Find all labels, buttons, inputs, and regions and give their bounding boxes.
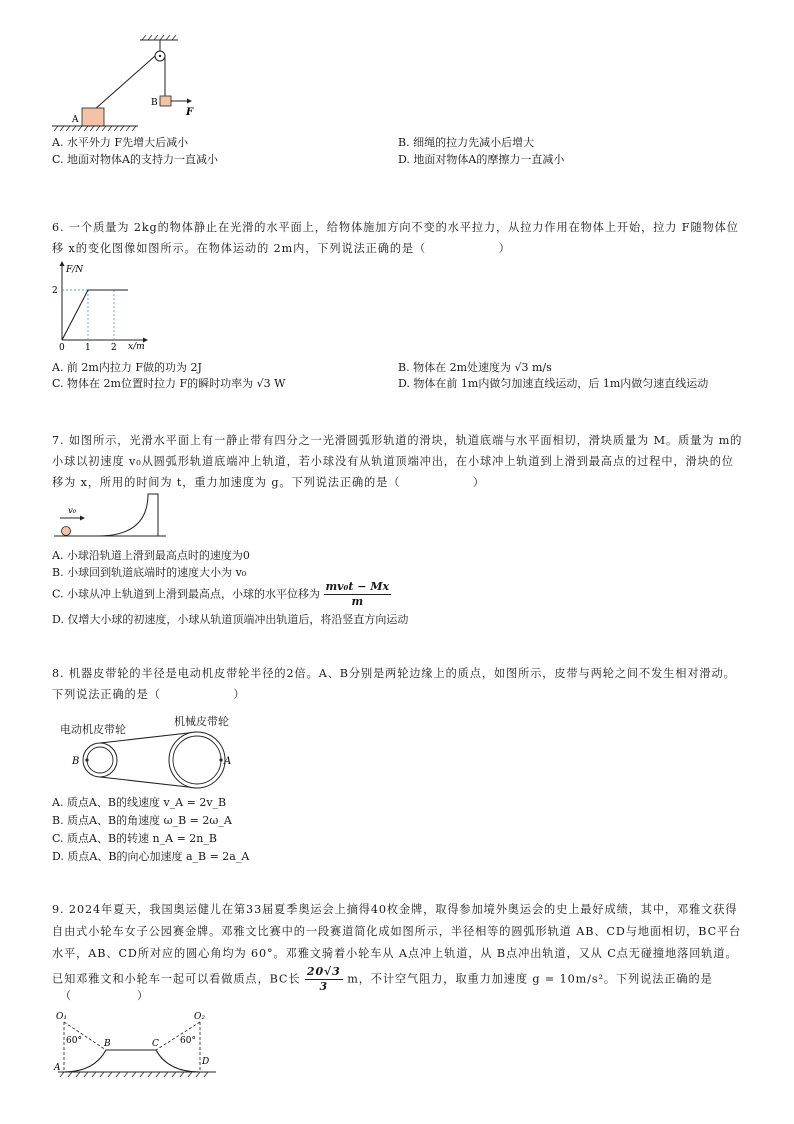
q6-chart-xtick-2: 2 [111, 343, 117, 352]
q8-option-c[interactable]: C. 质点A、B的转速 n_A = 2n_B [52, 832, 217, 845]
q5-label-a: A [72, 115, 79, 125]
q9-bc-denominator: 3 [319, 980, 329, 993]
q6-stem: 6. 一个质量为 2kg的物体静止在光滑的水平面上，给物体施加方向不变的水平拉力，从拉力作用在物体上开始，拉力 F随物体位移 x的变化图像如图所示。在物体运动的 2m内，下列说法正确的是（ ） [52, 221, 739, 255]
q6-chart-xtick-1: 1 [85, 343, 91, 352]
q5-label-b: B [151, 98, 158, 108]
q5-option-c[interactable]: C. 地面对物体A的支持力一直减小 [52, 153, 218, 166]
q8-label-b: B [72, 756, 80, 767]
q7-option-b[interactable]: B. 小球回到轨道底端时的速度大小为 v₀ [52, 566, 247, 579]
q9-label-b: B [104, 1039, 111, 1049]
q9-stem-part1: 9. 2024年夏天，我国奥运健儿在第33届夏季奥运会上摘得40枚金牌，取得参加境外奥运会的史上最好成绩，其中，邓雅文获得自由式小轮车女子公园赛金牌。邓雅文比赛中的一段赛道简化成如图所示，半径相等的圆弧形轨道 AB、CD与地面相切，BC平台水平，AB、CD所对应的圆心角均为 60°。邓雅文骑着小轮车从 A点冲上轨道，从 B点冲出轨道，又从 C点无碰撞地落回轨道。已知邓雅文和小轮车一起可以看做质点，BC长 [52, 903, 742, 986]
q9-label-a: A [54, 1063, 61, 1073]
q5-option-a[interactable]: A. 水平外力 F先增大后减小 [52, 136, 189, 149]
q8-option-a[interactable]: A. 质点A、B的线速度 v_A = 2v_B [52, 796, 227, 809]
q7-option-c[interactable] [52, 580, 391, 614]
q8-option-b[interactable]: B. 质点A、B的角速度 ω_B = 2ω_A [52, 814, 232, 827]
q9-bc-fraction [305, 965, 343, 994]
q6-option-d[interactable]: D. 物体在前 1m内做匀加速直线运动，后 1m内做匀速直线运动 [398, 377, 709, 390]
q6-chart-ytick: 2 [52, 286, 58, 296]
q6-chart-xtick-0: 0 [59, 343, 65, 352]
q9-angle-right: 60° [180, 1036, 196, 1046]
q6-force-displacement-chart [48, 260, 148, 352]
q6-option-a[interactable]: A. 前 2m内拉力 F做的功为 2J [52, 361, 202, 374]
q9-answer-blank: （ ） [60, 989, 148, 1002]
q9-bc-numerator: 20√3 [306, 965, 341, 978]
q6-chart-ylabel: F/N [66, 265, 84, 275]
q5-figure [48, 34, 208, 134]
q7-option-c-fraction [324, 580, 392, 609]
q8-machine-label: 机械皮带轮 [174, 715, 229, 728]
q7-option-c-denominator: m [351, 595, 364, 608]
q5-option-b[interactable]: B. 细绳的拉力先减小后增大 [398, 136, 535, 149]
q7-option-d[interactable]: D. 仅增大小球的初速度，小球从轨道顶端冲出轨道后，将沿竖直方向运动 [52, 613, 409, 626]
q6-option-c[interactable]: C. 物体在 2m位置时拉力 F的瞬时功率为 √3 W [52, 377, 286, 390]
q8-option-d[interactable]: D. 质点A、B的向心加速度 a_B = 2a_A [52, 850, 250, 863]
q8-stem: 8. 机器皮带轮的半径是电动机皮带轮半径的2倍。A、B分别是两轮边缘上的质点，如图所示，皮带与两轮之间不发生相对滑动。下列说法正确的是（ ） [52, 667, 736, 701]
q7-v0-label: v₀ [68, 506, 77, 516]
q9-stem [52, 899, 744, 994]
q7-figure [52, 488, 172, 542]
q8-pulley-figure [64, 730, 244, 792]
q6-chart-xlabel: x/m [128, 342, 145, 352]
q9-label-d: D [202, 1057, 210, 1067]
q9-angle-left: 60° [66, 1036, 82, 1046]
q9-label-o1: O₁ [56, 1012, 67, 1022]
q5-label-f: F [186, 107, 194, 118]
q9-track-figure [50, 1008, 220, 1084]
q7-stem: 7. 如图所示，光滑水平面上有一静止带有四分之一光滑圆弧形轨道的滑块，轨道底端与水平面相切，滑块质量为 M。质量为 m的小球以初速度 v₀从圆弧形轨道底端冲上轨道，若小球没有从轨道顶端冲出，在小球冲上轨道到上滑到最高点的过程中，滑块的位移为 x，所用的时间为 t，重力加速度为 g。下列说法正确的是（ ） [52, 434, 743, 489]
q7-option-c-text: C. 小球从冲上轨道到上滑到最高点，小球的水平位移为 [52, 587, 321, 601]
q7-option-c-numerator: mv₀t − Mx [325, 580, 390, 593]
q5-option-d[interactable]: D. 地面对物体A的摩擦力一直减小 [398, 153, 565, 166]
q9-label-o2: O₂ [194, 1012, 205, 1022]
q9-label-c: C [152, 1039, 159, 1049]
q6-option-b[interactable]: B. 物体在 2m处速度为 √3 m/s [398, 361, 552, 374]
q8-motor-label: 电动机皮带轮 [60, 723, 126, 736]
q7-option-a[interactable]: A. 小球沿轨道上滑到最高点时的速度为0 [52, 549, 250, 562]
q8-label-a: A [224, 756, 232, 767]
q9-stem-part2: m，不计空气阻力，取重力加速度 g = 10m/s²。下列说法正确的是 [347, 972, 713, 986]
